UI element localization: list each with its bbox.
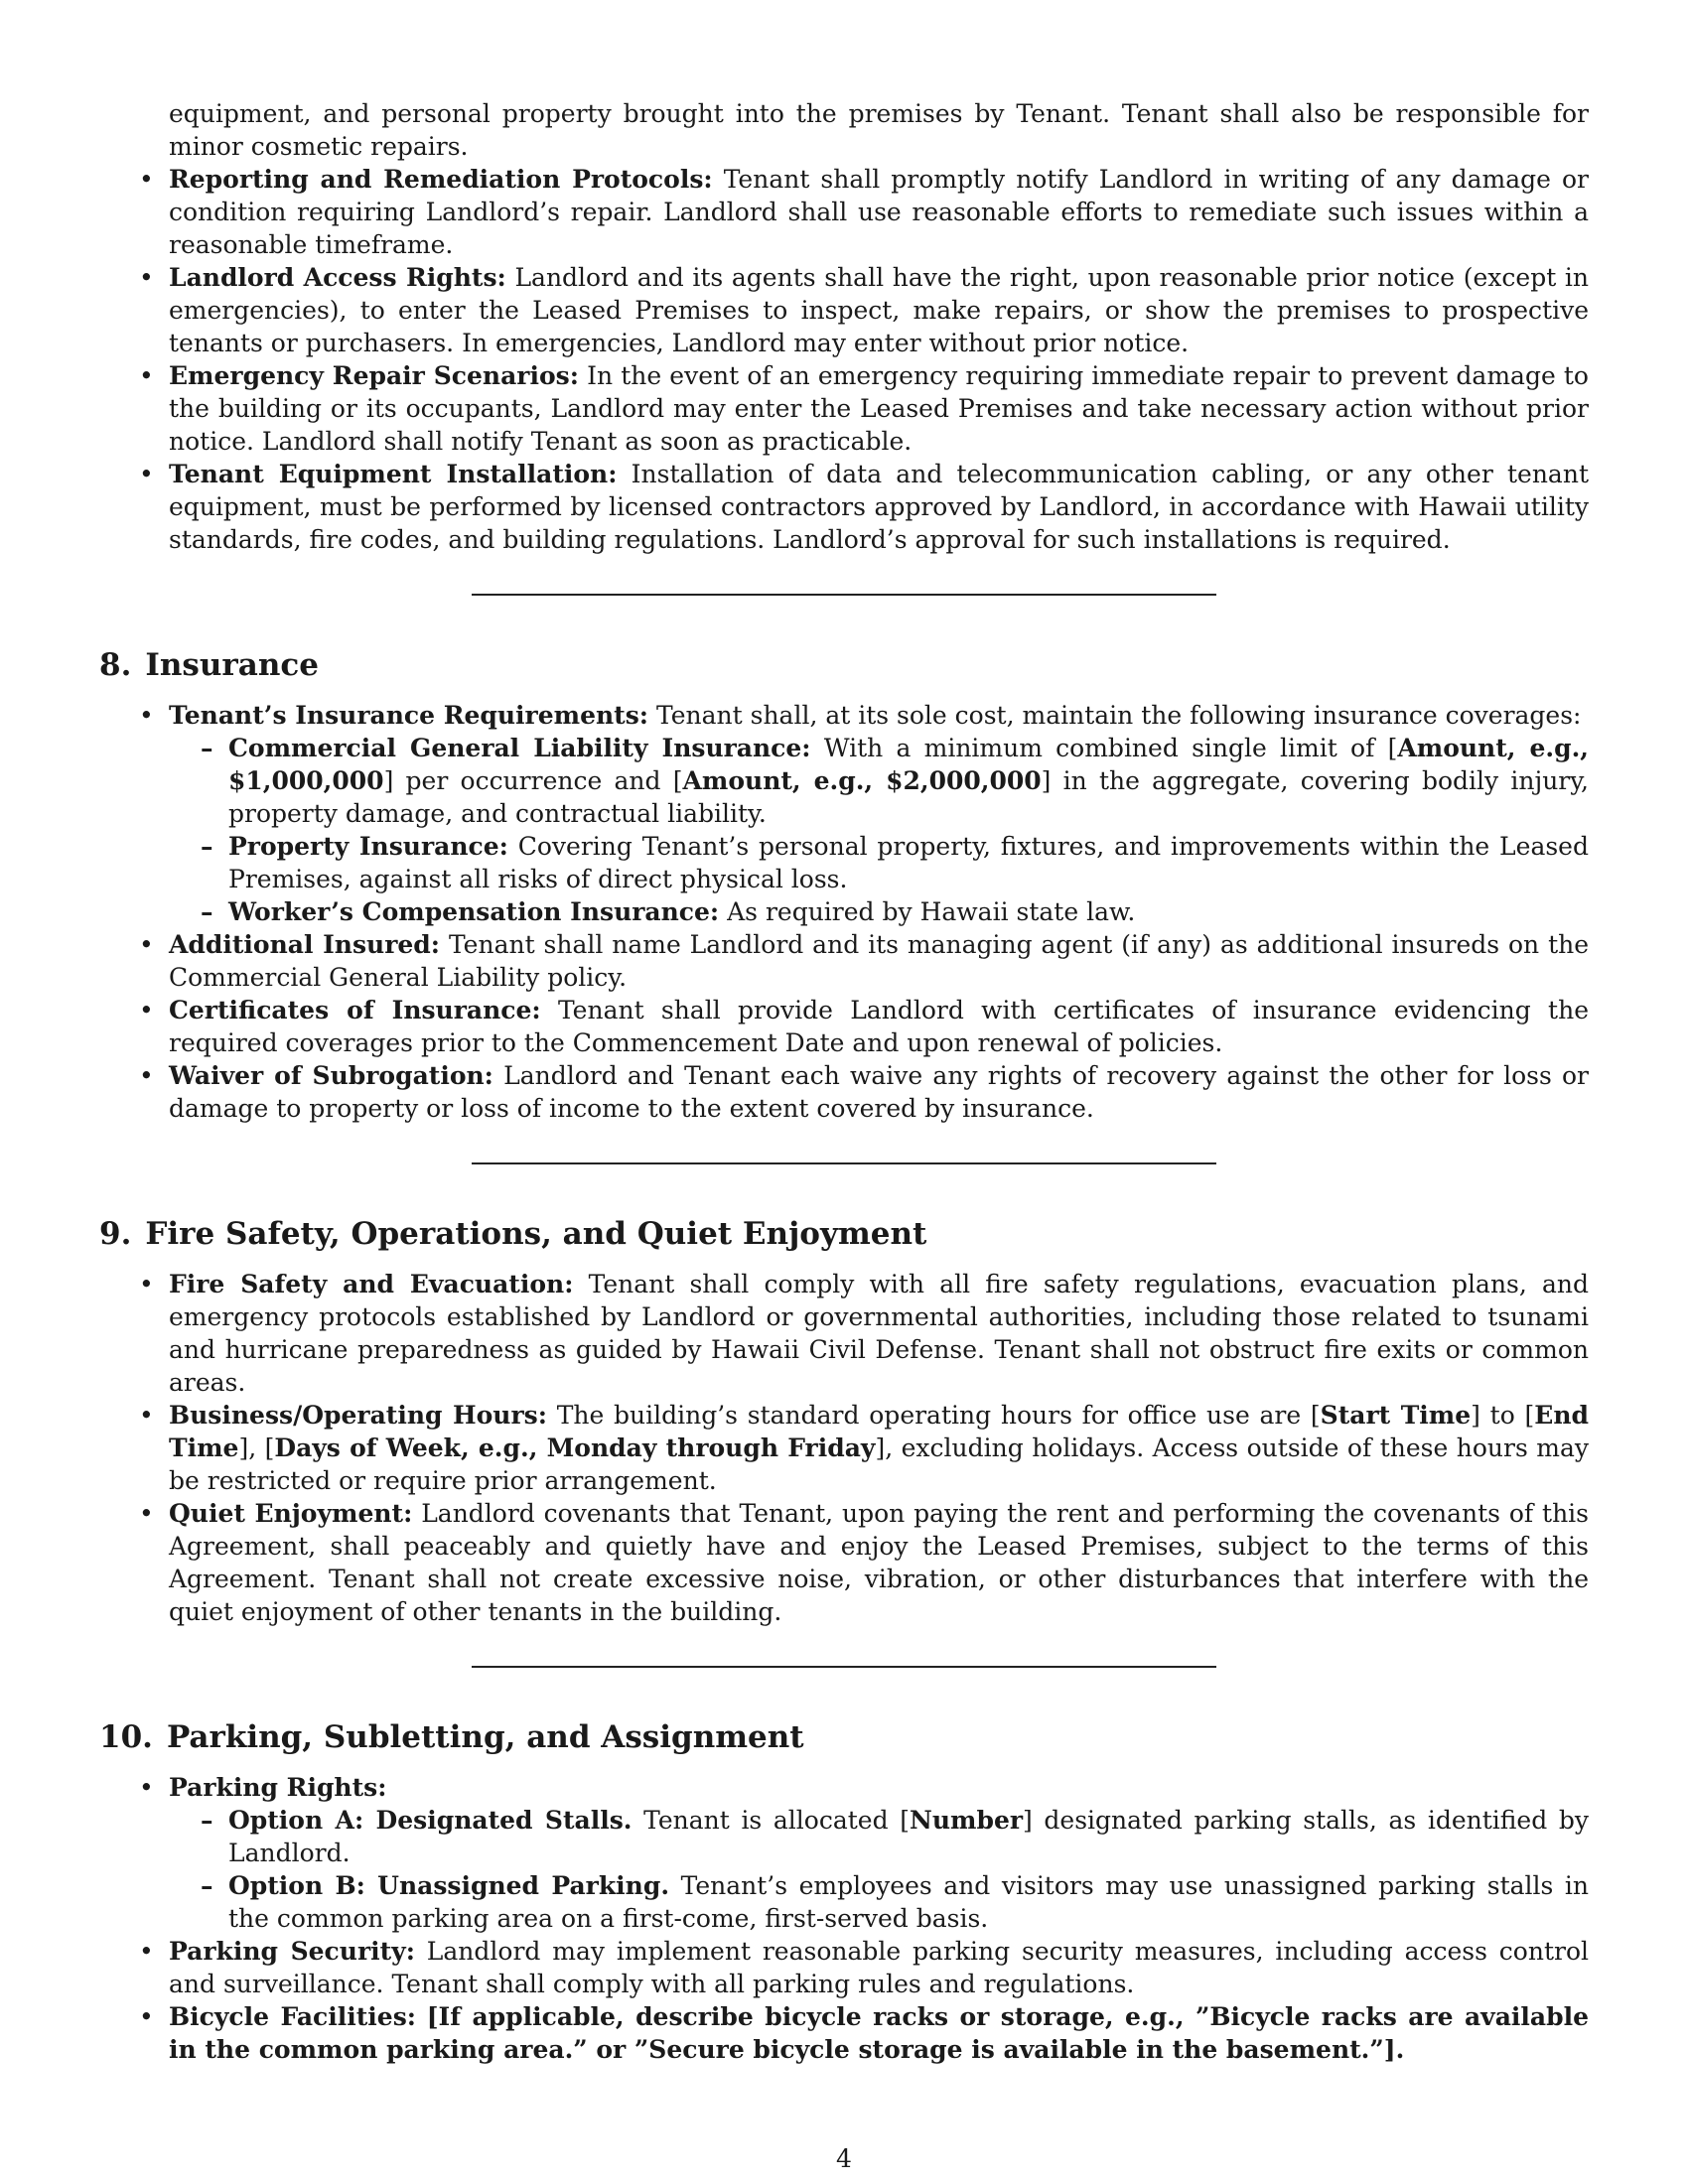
- item-text: ] per occurrence and [: [383, 766, 683, 795]
- item-label: Landlord Access Rights:: [169, 263, 506, 292]
- section-8-list: [99, 699, 1589, 1125]
- item-text: With a minimum combined single limit of [: [823, 734, 1398, 762]
- section-heading-insurance: [99, 645, 1589, 685]
- page-content: [99, 97, 1589, 2066]
- item-label: Waiver of Subrogation:: [169, 1061, 493, 1090]
- sublist-item: [169, 895, 1589, 928]
- item-label: Quiet Enjoyment:: [169, 1499, 413, 1528]
- item-text: ], excluding holidays. Access outside of these hours may be restricted or require prior arrangement.: [169, 1433, 1589, 1495]
- item-text: Tenant shall provide Landlord with certificates of insurance evidencing the required coverages prior to the Commencement Date and upon renewal of policies.: [169, 996, 1589, 1057]
- list-item: [99, 994, 1589, 1059]
- parking-options-sublist: [169, 1804, 1589, 1935]
- item-text: Tenant shall name Landlord and its managing agent (if any) as additional insureds on the Commercial General Liability policy.: [169, 930, 1590, 992]
- item-text: ] to [: [1471, 1401, 1535, 1430]
- placeholder-field: Amount, e.g., $2,000,000: [682, 766, 1042, 795]
- section-number: 10.: [99, 1719, 153, 1755]
- item-text: ] in the aggregate, covering bodily injury, property damage, and contractual liability.: [228, 766, 1589, 828]
- section-title: Parking, Subletting, and Assignment: [166, 1719, 804, 1755]
- list-item: [99, 359, 1589, 458]
- item-label: Additional Insured:: [169, 930, 441, 959]
- section-heading-fire-safety: [99, 1214, 1589, 1254]
- item-label: Bicycle Facilities:: [169, 2002, 417, 2031]
- list-item: [99, 699, 1589, 928]
- placeholder-field: Days of Week, e.g., Monday through Friday: [274, 1433, 876, 1462]
- sublist-item: [169, 830, 1589, 895]
- item-text: Tenant is allocated [: [643, 1806, 910, 1835]
- item-label: Certificates of Insurance:: [169, 996, 541, 1024]
- section-divider: [472, 1666, 1216, 1668]
- placeholder-field: End Time: [169, 1401, 1590, 1462]
- section-heading-parking: [99, 1717, 1589, 1757]
- section-divider: [472, 594, 1216, 596]
- section-number: 9.: [99, 1216, 132, 1252]
- section-title: Fire Safety, Operations, and Quiet Enjoyment: [145, 1216, 927, 1252]
- item-text: Landlord covenants that Tenant, upon paying the rent and performing the covenants of this Agreement, shall peaceably and quietly have and enjoy the Leased Premises, subject to the terms of this Agreement. Tenant shall not create excessive noise, vibration, or other disturbances that interfere with the quiet enjoyment of other tenants in the building.: [169, 1499, 1589, 1626]
- item-text: Landlord may implement reasonable parking security measures, including access control and surveillance. Tenant shall comply with all parking rules and regulations.: [169, 1937, 1589, 1998]
- sublist-item: [169, 1869, 1589, 1935]
- item-label: Reporting and Remediation Protocols:: [169, 165, 713, 194]
- sublist-item: [169, 1804, 1589, 1869]
- item-label: Property Insurance:: [228, 832, 508, 861]
- placeholder-field: [If applicable, describe bicycle racks or storage, e.g., ”Bicycle racks are available in the common parking area.” or ”Secure bicycle storage is available in the basement.”].: [169, 2002, 1589, 2064]
- list-item: [99, 261, 1589, 359]
- item-text: Tenant shall promptly notify Landlord in writing of any damage or condition requiring Landlord’s repair. Landlord shall use reasonable efforts to remediate such issues within a reasonable timeframe.: [169, 165, 1589, 259]
- item-text: Tenant’s employees and visitors may use unassigned parking stalls in the common parking area on a first-come, first-served basis.: [228, 1871, 1590, 1933]
- section-number: 8.: [99, 647, 132, 683]
- item-text: ] designated parking stalls, as identified by Landlord.: [228, 1806, 1589, 1867]
- list-item: [99, 1399, 1589, 1497]
- continued-paragraph: equipment, and personal property brought into the premises by Tenant. Tenant shall also be responsible for minor cosmetic repairs.: [169, 99, 1589, 161]
- section-title: Insurance: [145, 647, 319, 683]
- item-label: Business/Operating Hours:: [169, 1401, 547, 1430]
- section-9-list: [99, 1268, 1589, 1628]
- item-text: Landlord and its agents shall have the right, upon reasonable prior notice (except in emergencies), to enter the Leased Premises to inspect, make repairs, or show the premises to prospective tenants or purchasers. In emergencies, Landlord may enter without prior notice.: [169, 263, 1590, 357]
- list-item: [99, 458, 1589, 556]
- list-item: [99, 163, 1589, 261]
- placeholder-field: Start Time: [1320, 1401, 1472, 1430]
- list-item: [99, 1497, 1589, 1628]
- item-text: Tenant shall, at its sole cost, maintain the following insurance coverages:: [655, 701, 1582, 730]
- item-label: Fire Safety and Evacuation:: [169, 1270, 574, 1298]
- item-label: Tenant Equipment Installation:: [169, 460, 618, 488]
- sublist-item: [169, 732, 1589, 830]
- item-text: Covering Tenant’s personal property, fixtures, and improvements within the Leased Premises, against all risks of direct physical loss.: [228, 832, 1589, 893]
- item-label: Option B: Unassigned Parking.: [228, 1871, 670, 1900]
- item-label: Parking Security:: [169, 1937, 415, 1966]
- item-label: Commercial General Liability Insurance:: [228, 734, 811, 762]
- list-item: [99, 1268, 1589, 1399]
- item-label: Parking Rights:: [169, 1773, 387, 1802]
- page-number: 4: [836, 2144, 852, 2173]
- item-text: Landlord and Tenant each waive any rights of recovery against the other for loss or damage to property or loss of income to the extent covered by insurance.: [169, 1061, 1589, 1123]
- item-text: As required by Hawaii state law.: [727, 897, 1136, 926]
- list-item: [99, 2000, 1589, 2066]
- item-label: Tenant’s Insurance Requirements:: [169, 701, 649, 730]
- placeholder-field: Number: [909, 1806, 1024, 1835]
- item-text: Tenant shall comply with all fire safety regulations, evacuation plans, and emergency protocols established by Landlord or governmental authorities, including those related to tsunami and hurricane preparedness as guided by Hawaii Civil Defense. Tenant shall not obstruct fire exits or common areas.: [169, 1270, 1589, 1397]
- list-item: [99, 928, 1589, 994]
- section-7-list: [99, 163, 1589, 556]
- placeholder-field: Amount, e.g., $1,000,000: [228, 734, 1589, 795]
- item-label: Worker’s Compensation Insurance:: [228, 897, 720, 926]
- item-text: Installation of data and telecommunication cabling, or any other tenant equipment, must be performed by licensed contractors approved by Landlord, in accordance with Hawaii utility standards, fire codes, and building regulations. Landlord’s approval for such installations is required.: [169, 460, 1589, 554]
- item-text: In the event of an emergency requiring immediate repair to prevent damage to the building or its occupants, Landlord may enter the Leased Premises and take necessary action without prior notice. Landlord shall notify Tenant as soon as practicable.: [169, 361, 1589, 456]
- list-item: [99, 1059, 1589, 1125]
- item-text: The building’s standard operating hours for office use are [: [556, 1401, 1321, 1430]
- item-label: Emergency Repair Scenarios:: [169, 361, 579, 390]
- list-item: [99, 1935, 1589, 2000]
- coverage-sublist: [169, 732, 1589, 928]
- item-text: ], [: [238, 1433, 275, 1462]
- item-label: Option A: Designated Stalls.: [228, 1806, 633, 1835]
- section-10-list: [99, 1771, 1589, 2066]
- list-item: [99, 1771, 1589, 1935]
- section-divider: [472, 1162, 1216, 1164]
